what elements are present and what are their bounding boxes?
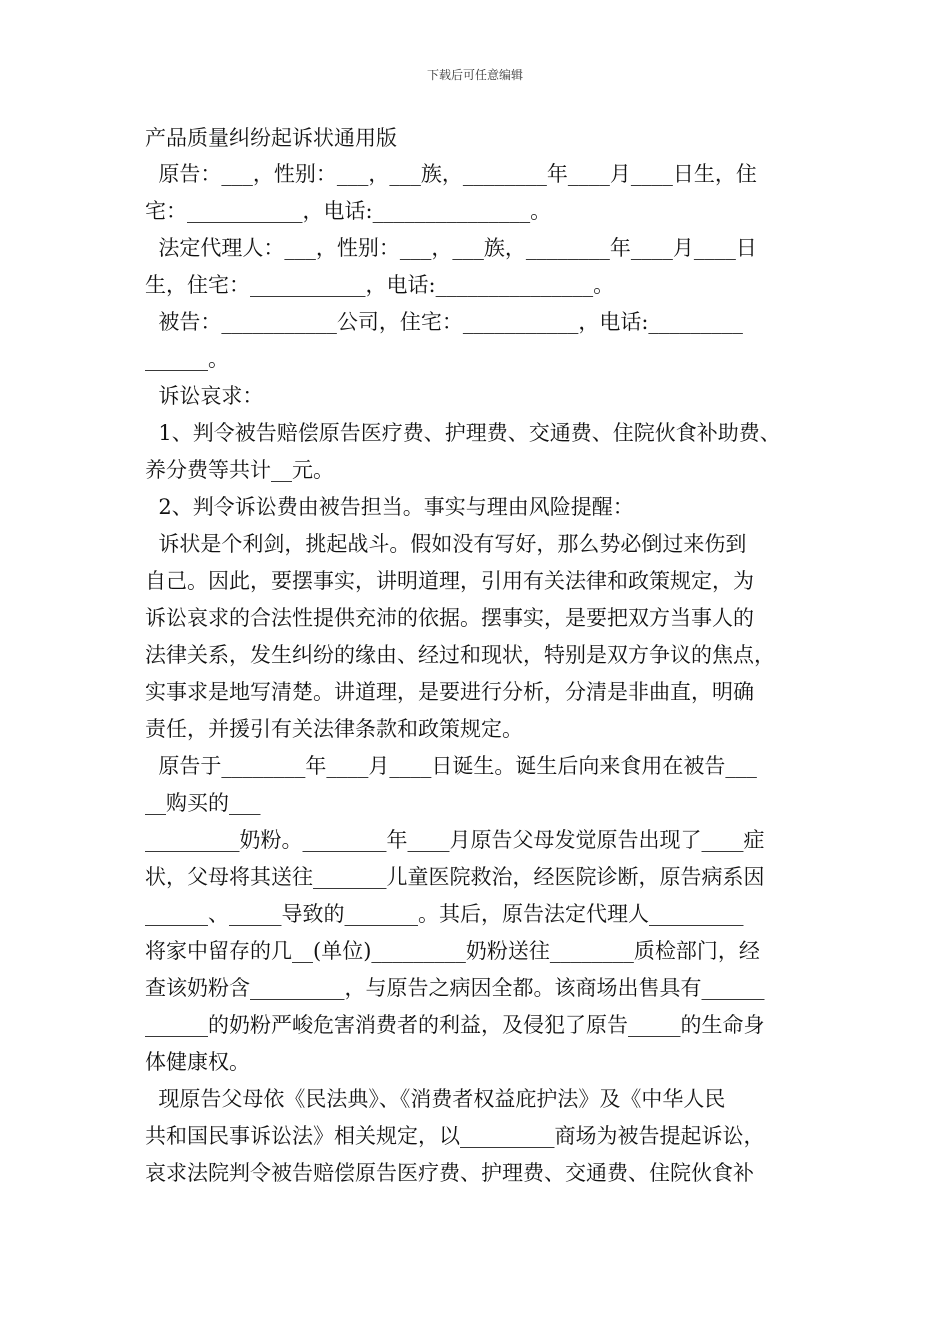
document-line: 原告：___，性别：___，___族，________年____月____日生，住: [145, 162, 757, 186]
document-line: 法律关系，发生纠纷的缘由、经过和现状，特别是双方争议的焦点，: [145, 643, 775, 667]
document-line: 诉讼哀求的合法性提供充沛的依据。摆事实，是要把双方当事人的: [145, 606, 754, 630]
document-line: 自己。因此，要摆事实，讲明道理，引用有关法律和政策规定，为: [145, 569, 754, 593]
document-line: 养分费等共计__元。: [145, 458, 334, 482]
document-line: 诉状是个利剑，挑起战斗。假如没有写好，那么势必倒过来伤到: [145, 532, 747, 556]
document-line: _________奶粉。________年____月原告父母发觉原告出现了____症: [145, 828, 765, 852]
document-line: 现原告父母依《民法典》、《消费者权益庇护法》及《中华人民: [145, 1087, 726, 1111]
document-line: ______、_____导致的_______。其后，原告法定代理人_________: [145, 902, 744, 926]
document-line: 查该奶粉含_________，与原告之病因全都。该商场出售具有______: [145, 976, 765, 1000]
document-title: 产品质量纠纷起诉状通用版: [145, 126, 397, 150]
document-line: 被告：___________公司，住宅：___________，电话:_________: [145, 310, 743, 334]
document-line: 实事求是地写清楚。讲道理，是要进行分析，分清是非曲直，明确: [145, 680, 754, 704]
document-line: 法定代理人：___，性别：___，___族，________年____月____日: [145, 236, 757, 260]
document-line: 原告于________年____月____日诞生。诞生后向来食用在被告___: [145, 754, 757, 778]
document-line: 将家中留存的几__(单位)_________奶粉送往________质检部门，经: [145, 939, 760, 963]
document-body: [145, 120, 815, 1192]
document-line: 1、判令被告赔偿原告医疗费、护理费、交通费、住院伙食补助费、: [145, 421, 781, 445]
document-line: ______。: [145, 347, 229, 371]
document-line: 宅：___________，电话:_______________。: [145, 199, 552, 223]
document-line: ______的奶粉严峻危害消费者的利益，及侵犯了原告_____的生命身: [145, 1013, 765, 1037]
document-line: 诉讼哀求：: [145, 384, 264, 408]
document-line: 共和国民事诉讼法》相关规定，以_________商场为被告提起诉讼，: [145, 1124, 765, 1148]
document-line: 责任，并援引有关法律条款和政策规定。: [145, 717, 523, 741]
document-line: __购买的___: [145, 791, 261, 815]
document-line: 体健康权。: [145, 1050, 250, 1074]
document-line: 2、判令诉讼费由被告担当。事实与理由风险提醒：: [145, 495, 634, 519]
document-line: 生，住宅：___________，电话:_______________。: [145, 273, 615, 297]
document-line: 哀求法院判令被告赔偿原告医疗费、护理费、交通费、住院伙食补: [145, 1161, 754, 1185]
document-line: 状，父母将其送往_______儿童医院救治，经医院诊断，原告病系因: [145, 865, 765, 889]
page-header: 下载后可任意编辑: [426, 68, 523, 82]
